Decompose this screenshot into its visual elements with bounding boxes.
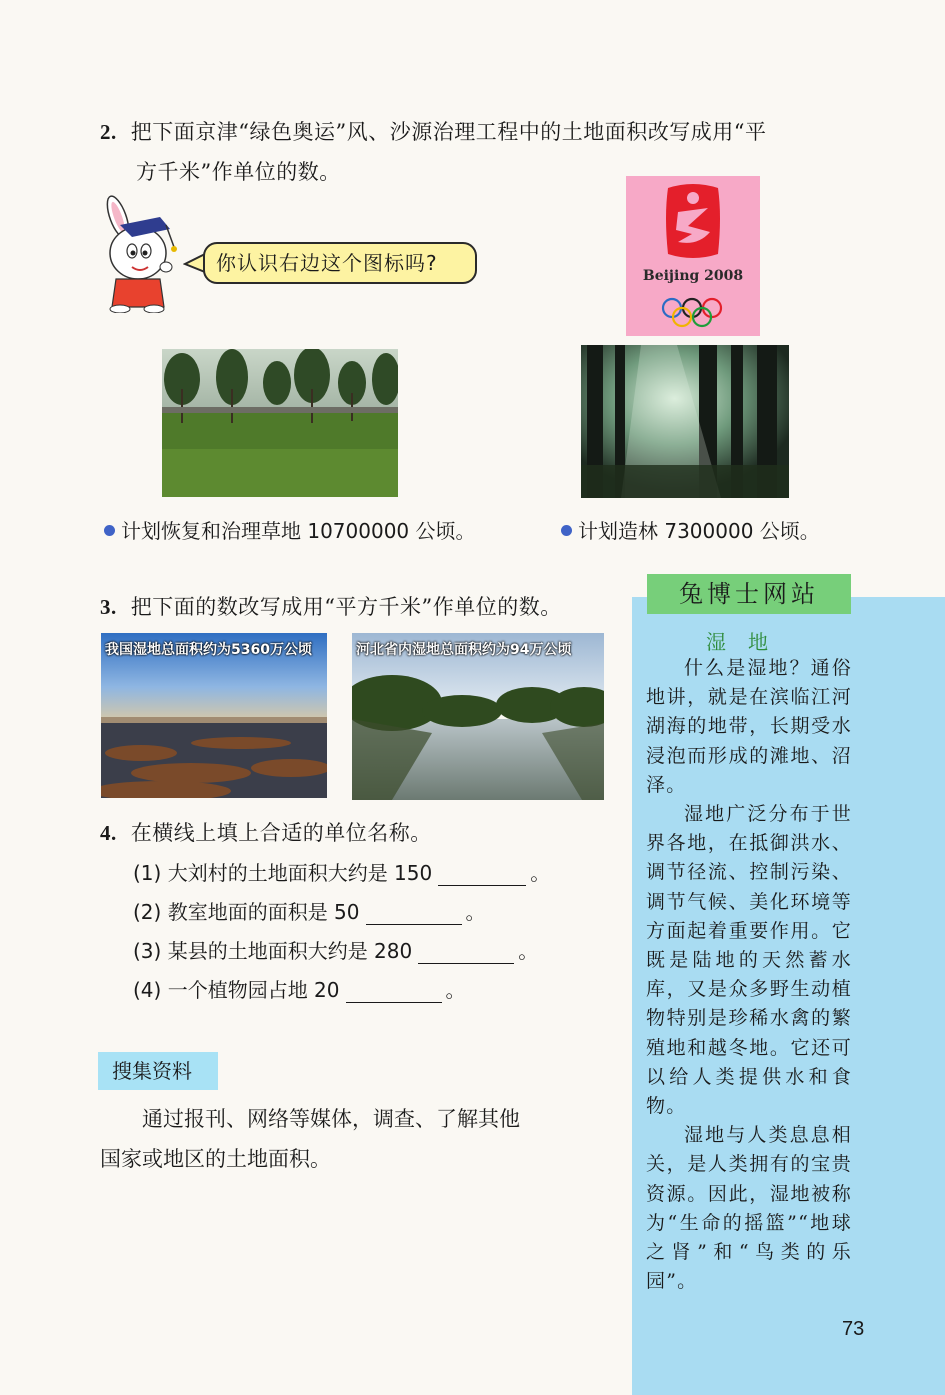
bullet-icon [104,525,115,536]
q4-item-text: 某县的土地面积大约是 280 [167,939,413,963]
q4-item-end: 。 [465,900,486,924]
q4-item-end: 。 [518,939,539,963]
q3-line [100,591,562,621]
beijing-olympic-logo [626,176,760,336]
q4-item-text: 教室地面的面积是 50 [167,900,360,924]
wetland-photo-national [101,633,327,798]
wetland-caption-hebei: 河北省内湿地总面积约为94万公顷 [356,642,572,658]
q4-item-label: (3) [133,939,162,963]
q2-number: 2. [100,120,117,144]
wetland-caption-national: 我国湿地总面积约为5360万公顷 [105,642,312,658]
fact-forest-text: 计划造林 7300000 公顷。 [578,519,820,543]
q4-item-3 [133,935,538,964]
q4-item-label: (2) [133,900,162,924]
logo-text: Beijing 2008 [642,268,744,284]
speech-bubble: 你认识右边这个图标吗? [203,242,477,284]
q4-item-end: 。 [530,861,551,885]
answer-blank[interactable] [346,980,442,1003]
sidebar-body [646,654,852,1296]
q2-line1 [100,116,766,146]
q4-item-2 [133,896,486,925]
sidebar-paragraph: 什么是湿地？通俗地讲，就是在滨临江河湖海的地带，长期受水浸泡而形成的滩地、沼泽。 [646,657,852,796]
q2-text: 把下面京津“绿色奥运”风、沙源治理工程中的土地面积改写成用“平 [130,120,767,144]
q3-number: 3. [100,595,117,619]
q4-item-1 [133,857,550,886]
q4-item-label: (4) [133,978,162,1002]
grassland-photo [162,349,398,497]
sidebar-paragraph: 湿地与人类息息相关，是人类拥有的宝贵资源。因此，湿地被称为“生命的摇篮”“地球之肾”和“鸟类的乐园”。 [646,1124,852,1293]
fact-grassland-text: 计划恢复和治理草地 10700000 公顷。 [121,519,476,543]
collect-line2: 国家或地区的土地面积。 [100,1147,331,1171]
q4-text: 在横线上填上合适的单位名称。 [130,821,432,845]
q2-line2: 方千米”作单位的数。 [136,160,341,184]
forest-photo [581,345,789,498]
q4-item-end: 。 [445,978,466,1002]
fact-forest [561,515,820,544]
answer-blank[interactable] [438,863,526,886]
fact-grassland [104,515,476,544]
q4-item-4 [133,974,466,1003]
sidebar-paragraph: 湿地广泛分布于世界各地，在抵御洪水、调节径流、控制污染、调节气候、美化环境等方面起着重要作用。它既是陆地的天然蓄水库，又是众多野生动植物特别是珍稀水禽的繁殖地和越冬地。它还可以给人类提供水和食物。 [646,803,852,1118]
sidebar-tag: 兔博士网站 [647,574,851,614]
rabbit-mascot-icon [98,195,180,313]
q4-number: 4. [100,821,117,845]
wetland-photo-hebei [352,633,604,800]
answer-blank[interactable] [418,941,514,964]
page-number: 73 [842,1318,865,1340]
q4-item-text: 大刘村的土地面积大约是 150 [167,861,433,885]
q3-text: 把下面的数改写成用“平方千米”作单位的数。 [130,595,562,619]
sidebar-title: 湿地 [706,630,790,654]
olympic-emblem-icon [626,176,760,336]
collect-tag: 搜集资料 [98,1052,218,1090]
collect-line1: 通过报刊、网络等媒体，调查、了解其他 [142,1107,520,1131]
q4-item-label: (1) [133,861,162,885]
answer-blank[interactable] [366,902,462,925]
q4-item-text: 一个植物园占地 20 [167,978,340,1002]
bullet-icon [561,525,572,536]
q4-line [100,817,432,847]
